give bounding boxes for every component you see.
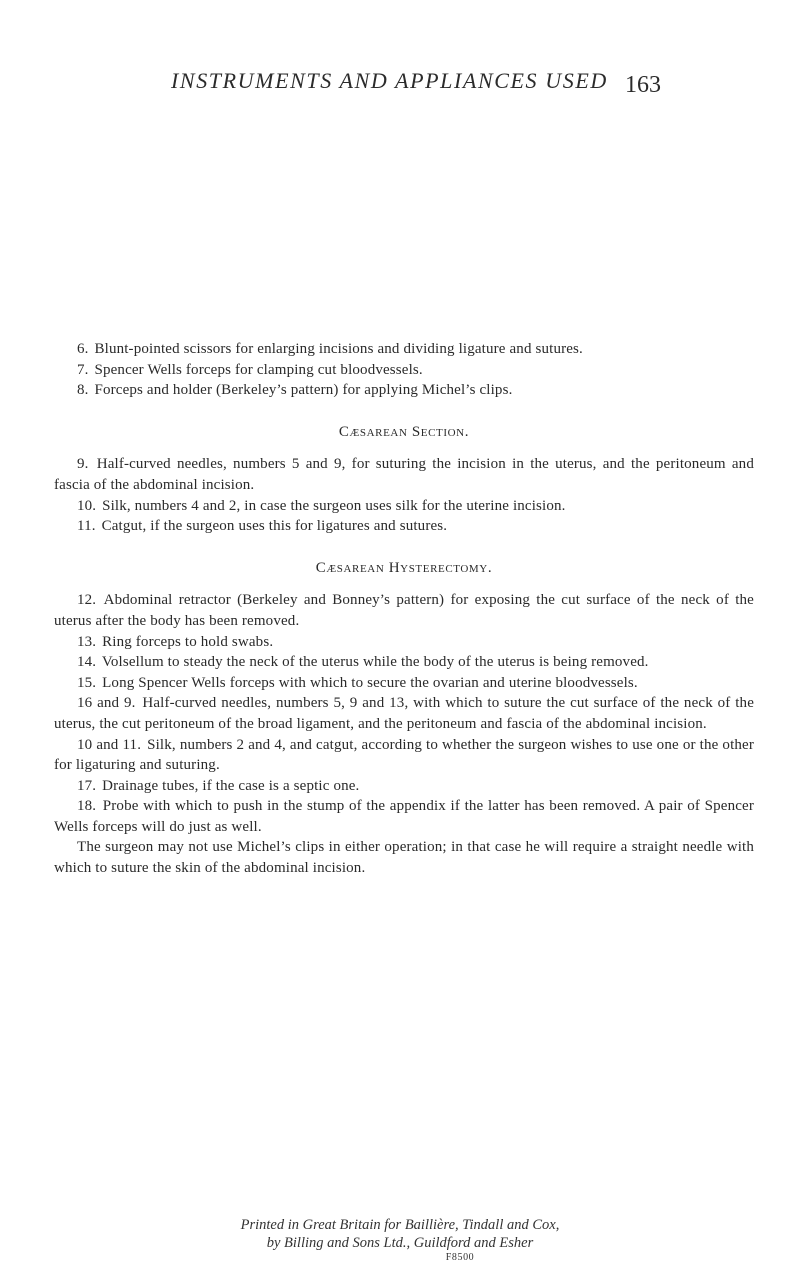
item-number: 9. (77, 456, 89, 473)
list-item (54, 693, 754, 734)
print-code: F8500 (445, 1252, 475, 1263)
item-text: Blunt-pointed scissors for enlarging incisions and dividing ligature and sutures. (94, 341, 583, 357)
list-item (54, 632, 754, 653)
item-number: 7. (77, 361, 89, 378)
list-item (54, 380, 754, 401)
item-number: 17. (77, 777, 97, 794)
item-text: Half-curved needles, numbers 5 and 9, for suturing the incision in the uterus, and the peritoneum and fascia of the abdominal incision. (54, 456, 754, 493)
page-body (54, 339, 754, 879)
item-text: Ring forceps to hold swabs. (102, 633, 274, 650)
section-heading-caesarean-section: Cæsarean Section. (338, 423, 470, 440)
item-number: 12. (77, 592, 97, 609)
list-item (54, 590, 754, 631)
item-text: Volsellum to steady the neck of the uterus while the body of the uterus is being removed. (101, 654, 649, 671)
item-number: 6. (77, 341, 89, 357)
running-title: INSTRUMENTS AND APPLIANCES USED (171, 68, 608, 93)
item-number: 18. (77, 798, 97, 815)
list-item (54, 652, 754, 673)
item-text: Probe with which to push in the stump of the appendix if the latter has been removed. A pair of Spencer Wells forceps will do just as well. (54, 798, 754, 835)
item-number: 10. (77, 497, 97, 514)
running-head (0, 62, 800, 112)
list-item (54, 735, 754, 776)
list-item (54, 796, 754, 837)
item-text: Spencer Wells forceps for clamping cut bloodvessels. (94, 361, 423, 378)
item-text: Long Spencer Wells forceps with which to secure the ovarian and uterine bloodvessels. (102, 674, 638, 691)
list-item (54, 496, 754, 517)
closing-paragraph: The surgeon may not use Michel’s clips in either operation; in that case he will require a straight needle with which to suture the skin of the abdominal incision. (54, 839, 754, 877)
item-number: 16 and 9. (77, 695, 136, 712)
item-number: 8. (77, 382, 89, 399)
item-number: 10 and 11. (77, 736, 142, 753)
item-number: 14. (77, 654, 97, 671)
item-text: Abdominal retractor (Berkeley and Bonney’s pattern) for exposing the cut surface of the neck of the uterus after the body has been removed. (54, 592, 754, 629)
item-text: Half-curved needles, numbers 5, 9 and 13, with which to suture the cut surface of the neck of the uterus, the cut peritoneum of the broad ligament, and the peritoneum and fascia of the abdominal incision. (54, 695, 754, 732)
item-text: Silk, numbers 4 and 2, in case the surgeon uses silk for the uterine incision. (102, 497, 566, 514)
list-item (54, 339, 754, 360)
item-text: Silk, numbers 2 and 4, and catgut, according to whether the surgeon wishes to use one or the other for ligaturing and suturing. (54, 736, 754, 774)
printer-colophon (0, 1216, 800, 1264)
item-text: Drainage tubes, if the case is a septic one. (102, 777, 360, 794)
page-number: 163 (625, 72, 661, 98)
list-item (54, 673, 754, 694)
section-heading-caesarean-hysterectomy: Cæsarean Hysterectomy. (315, 559, 493, 576)
item-number: 13. (77, 633, 97, 650)
list-item (54, 360, 754, 381)
item-text: Forceps and holder (Berkeley’s pattern) for applying Michel’s clips. (94, 382, 513, 399)
list-item (54, 454, 754, 495)
item-text: Catgut, if the surgeon uses this for ligatures and sutures. (101, 518, 448, 535)
list-item (54, 776, 754, 797)
item-number: 11. (77, 518, 96, 535)
colophon-line-1: Printed in Great Britain for Baillière, Tindall and Cox, (240, 1217, 560, 1233)
colophon-line-2: by Billing and Sons Ltd., Guildford and Esher (266, 1235, 534, 1251)
item-number: 15. (77, 674, 97, 691)
list-item (54, 516, 754, 537)
